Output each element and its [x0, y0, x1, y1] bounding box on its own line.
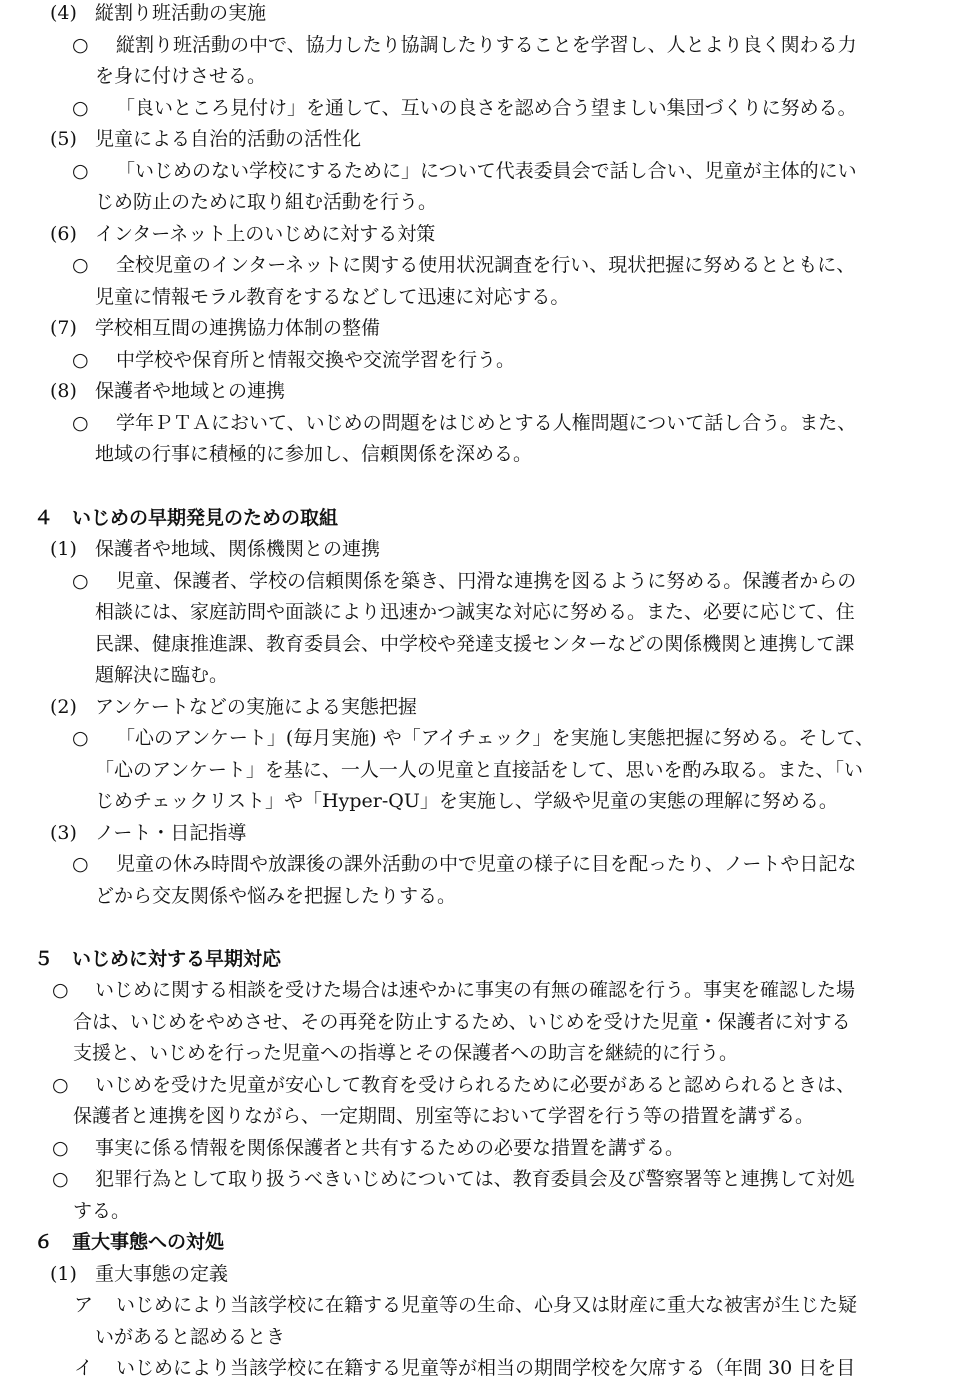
subsection-title: 保護者や地域との連携: [95, 380, 286, 402]
bullet-item: [0, 849, 974, 880]
bullet-circle: ○: [72, 349, 89, 371]
bullet-item: [0, 250, 974, 281]
bullet-continuation: [0, 597, 974, 628]
bullet-text: 「心のアンケート」を基に、一人一人の児童と直接話をして、思いを酌み取る。また、「い: [95, 759, 863, 781]
subsection-title: インターネット上のいじめに対する対策: [95, 223, 436, 245]
subsection-1: [0, 1259, 974, 1290]
subsection-title: 児童による自治的活動の活性化: [95, 128, 362, 150]
subsection-2: [0, 692, 974, 723]
section-heading-4: [0, 503, 974, 534]
bullet-continuation: [0, 187, 974, 218]
bullet-item: [0, 345, 974, 376]
bullet-text: じめ防止のために取り組む活動を行う。: [95, 191, 438, 213]
bullet-circle: ○: [72, 727, 89, 749]
list-item: [0, 1353, 974, 1384]
bullet-continuation: [0, 755, 974, 786]
subsection-3: [0, 818, 974, 849]
bullet-item: [0, 1164, 974, 1195]
bullet-continuation: [0, 786, 974, 817]
list-item-continuation: [0, 1322, 974, 1353]
bullet-item: [0, 408, 974, 439]
bullet-text: 全校児童のインターネットに関する使用状況調査を行い、現状把握に努めるとともに、: [116, 254, 856, 276]
subsection-7: [0, 313, 974, 344]
bullet-item: [0, 30, 974, 61]
bullet-item: [0, 723, 974, 754]
bullet-circle: ○: [72, 97, 89, 119]
bullet-text: 犯罪行為として取り扱うべきいじめについては、教育委員会及び警察署等と連携して対処: [95, 1168, 855, 1190]
subsection-1: [0, 534, 974, 565]
bullet-circle: ○: [52, 1168, 69, 1190]
bullet-text: 児童に情報モラル教育をするなどして迅速に対応する。: [95, 286, 570, 308]
section-title: ５ いじめに対する早期対応: [34, 948, 282, 970]
bullet-circle: ○: [72, 254, 89, 276]
bullet-text: いじめに関する相談を受けた場合は速やかに事実の有無の確認を行う。事実を確認した場: [95, 979, 856, 1001]
bullet-item: [0, 975, 974, 1006]
subsection-number: (1): [50, 1263, 77, 1285]
bullet-item: [0, 93, 974, 124]
bullet-circle: ○: [72, 160, 89, 182]
subsection-title: 保護者や地域、関係機関との連携: [95, 538, 381, 560]
bullet-text: どから交友関係や悩みを把握したりする。: [95, 885, 457, 907]
bullet-text: 学年ＰＴＡにおいて、いじめの問題をはじめとする人権問題について話し合う。また、: [116, 412, 857, 434]
subsection-number: (8): [50, 380, 77, 402]
bullet-continuation: [0, 660, 974, 691]
section-title: ４ いじめの早期発見のための取組: [34, 507, 339, 529]
bullet-circle: ○: [52, 1074, 69, 1096]
section-title: ６ 重大事態への対処: [34, 1231, 225, 1253]
subsection-title: 重大事態の定義: [95, 1263, 229, 1285]
bullet-continuation: [0, 629, 974, 660]
subsection-number: (4): [50, 2, 77, 24]
bullet-continuation: [0, 1007, 974, 1038]
bullet-item: [0, 156, 974, 187]
bullet-item: [0, 1133, 974, 1164]
item-marker: ア: [74, 1294, 94, 1316]
list-item: [0, 1290, 974, 1321]
bullet-text: 合は、いじめをやめさせ、その再発を防止するため、いじめを受けた児童・保護者に対する: [73, 1011, 851, 1033]
bullet-text: 「心のアンケート」(毎月実施) や「アイチェック」を実施し実態把握に努める。そして、: [116, 727, 875, 749]
bullet-text: 「良いところ見付け」を通して、互いの良さを認め合う望ましい集団づくりに努める。: [116, 97, 857, 119]
bullet-circle: ○: [72, 34, 89, 56]
bullet-continuation: [0, 1038, 974, 1069]
item-text: いじめにより当該学校に在籍する児童等の生命、心身又は財産に重大な被害が生じた疑: [116, 1294, 858, 1316]
item-marker: イ: [74, 1357, 94, 1379]
item-text: いがあると認めるとき: [95, 1326, 286, 1348]
bullet-circle: ○: [72, 412, 89, 434]
subsection-5: [0, 124, 974, 155]
bullet-continuation: [0, 61, 974, 92]
subsection-title: 学校相互間の連携協力体制の整備: [95, 317, 381, 339]
subsection-number: (3): [50, 822, 77, 844]
bullet-text: 題解決に臨む。: [95, 664, 229, 686]
bullet-text: じめチェックリスト」や「Hyper-QU」を実施し、学級や児童の実態の理解に努める。: [95, 790, 838, 812]
bullet-text: 支援と、いじめを行った児童への指導とその保護者への助言を継続的に行う。: [73, 1042, 739, 1064]
bullet-text: 縦割り班活動の中で、協力したり協調したりすることを学習し、人とより良く関わる力: [116, 34, 857, 56]
bullet-text: いじめを受けた児童が安心して教育を受けられるために必要があると認められるときは、: [95, 1074, 856, 1096]
subsection-6: [0, 219, 974, 250]
bullet-circle: ○: [52, 979, 69, 1001]
subsection-title: アンケートなどの実施による実態把握: [95, 696, 417, 718]
subsection-4: [0, 0, 974, 29]
bullet-text: 児童、保護者、学校の信頼関係を築き、円滑な連携を図るように努める。保護者からの: [116, 570, 857, 592]
bullet-continuation: [0, 1196, 974, 1227]
bullet-continuation: [0, 1101, 974, 1132]
bullet-text: 地域の行事に積極的に参加し、信頼関係を深める。: [95, 443, 533, 465]
bullet-item: [0, 566, 974, 597]
bullet-circle: ○: [52, 1137, 69, 1159]
subsection-number: (5): [50, 128, 77, 150]
bullet-text: する。: [73, 1200, 131, 1222]
bullet-text: 相談には、家庭訪問や面談により迅速かつ誠実な対応に努める。また、必要に応じて、住: [95, 601, 855, 623]
subsection-title: 縦割り班活動の実施: [95, 2, 267, 24]
bullet-text: を身に付けさせる。: [95, 65, 267, 87]
bullet-item: [0, 1070, 974, 1101]
section-heading-6: [0, 1227, 974, 1258]
bullet-text: 中学校や保育所と情報交換や交流学習を行う。: [116, 349, 516, 371]
bullet-continuation: [0, 282, 974, 313]
subsection-number: (1): [50, 538, 77, 560]
subsection-number: (6): [50, 223, 77, 245]
bullet-text: 児童の休み時間や放課後の課外活動の中で児童の様子に目を配ったり、ノートや日記な: [116, 853, 857, 875]
bullet-text: 民課、健康推進課、教育委員会、中学校や発達支援センターなどの関係機関と連携して課: [95, 633, 855, 655]
subsection-title: ノート・日記指導: [95, 822, 247, 844]
bullet-text: 事実に係る情報を関係保護者と共有するための必要な措置を講ずる。: [95, 1137, 685, 1159]
section-heading-5: [0, 944, 974, 975]
bullet-continuation: [0, 439, 974, 470]
bullet-circle: ○: [72, 570, 89, 592]
bullet-text: 「いじめのない学校にするために」について代表委員会で話し合い、児童が主体的にい: [116, 160, 857, 182]
subsection-number: (2): [50, 696, 77, 718]
bullet-text: 保護者と連携を図りながら、一定期間、別室等において学習を行う等の措置を講ずる。: [73, 1105, 815, 1127]
subsection-number: (7): [50, 317, 77, 339]
bullet-circle: ○: [72, 853, 89, 875]
bullet-continuation: [0, 881, 974, 912]
item-text: いじめにより当該学校に在籍する児童等が相当の期間学校を欠席する（年間 30 日を目: [116, 1357, 856, 1379]
subsection-8: [0, 376, 974, 407]
